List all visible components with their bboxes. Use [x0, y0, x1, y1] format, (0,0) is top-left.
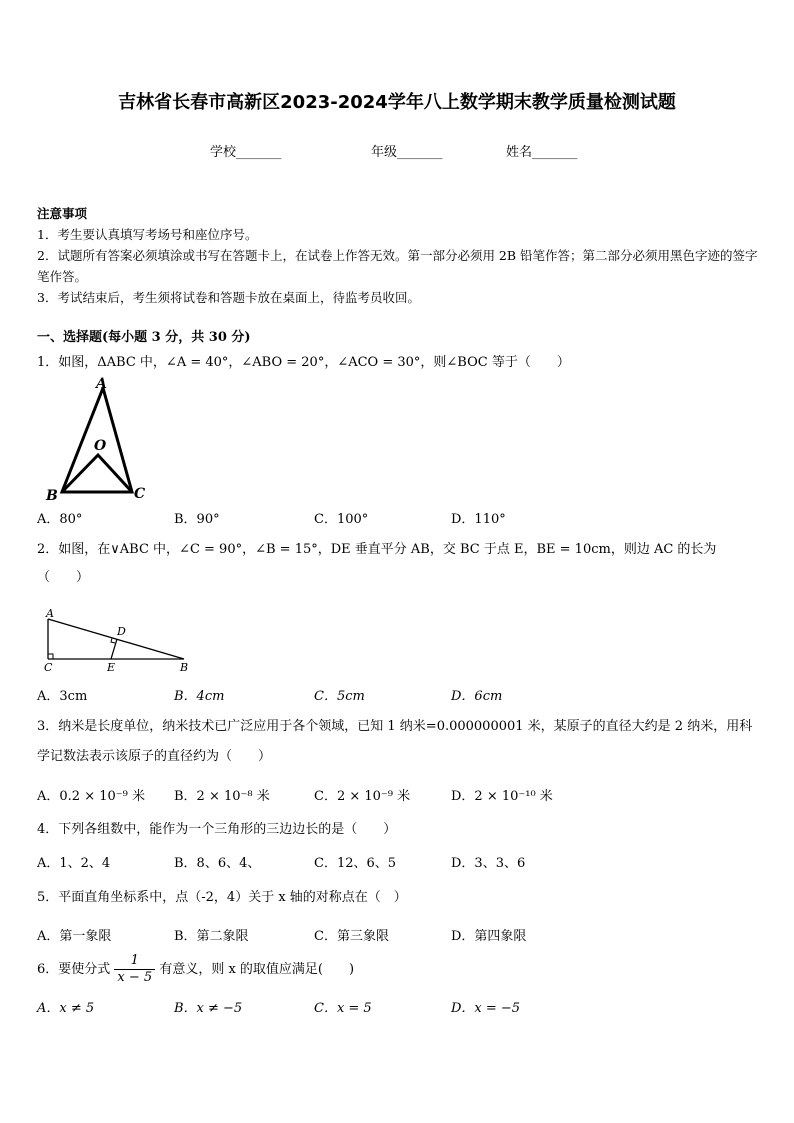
option-b[interactable]: B．90°: [174, 512, 220, 527]
option-c[interactable]: C．x = 5: [314, 1001, 372, 1016]
option-a[interactable]: A．第一象限: [37, 929, 112, 944]
question-6-text-after: 有意义，则 x 的取值应满足( ): [159, 962, 355, 977]
point-label-o: O: [94, 438, 107, 454]
option-c[interactable]: C．第三象限: [314, 929, 389, 944]
option-c[interactable]: C．2 × 10⁻⁹ 米: [314, 789, 411, 804]
fraction-numerator: 1: [114, 953, 155, 970]
question-5: 5．平面直角坐标系中，点（-2，4）关于 x 轴的对称点在（ ）: [37, 890, 407, 905]
section-heading: 一、选择题(每小题 3 分，共 30 分): [37, 330, 251, 345]
exam-title: 吉林省长春市高新区2023-2024学年八上数学期末教学质量检测试题: [118, 92, 676, 113]
question-3: 3．纳米是长度单位，纳米技术已广泛应用于各个领域，已知 1 纳米=0.000000001 米，某原子的直径大约是 2 纳米，用科学记数法表示该原子的直径约为（ ）: [37, 719, 753, 764]
option-a[interactable]: A．1、2、4: [37, 856, 111, 871]
triangle-abc-figure: [40, 376, 160, 506]
question-6-text-before: 6．要使分式: [37, 962, 111, 977]
option-d[interactable]: D．第四象限: [451, 929, 527, 944]
vertex-label-c: C: [44, 661, 53, 674]
vertex-label-b: B: [180, 661, 189, 674]
option-d[interactable]: D．2 × 10⁻¹⁰ 米: [451, 789, 553, 804]
option-b[interactable]: B．第二象限: [174, 929, 249, 944]
option-a[interactable]: A．3cm: [37, 689, 88, 704]
option-c[interactable]: C．5cm: [314, 689, 365, 704]
vertex-label-b: B: [46, 488, 58, 504]
options-q4: [37, 852, 761, 874]
option-a[interactable]: A．0.2 × 10⁻⁹ 米: [37, 789, 145, 804]
option-d[interactable]: D．6cm: [451, 689, 503, 704]
point-label-d: D: [117, 625, 126, 638]
option-d[interactable]: D．110°: [451, 512, 506, 527]
options-q3: [37, 785, 761, 807]
note-item: 3．考试结束后，考生须将试卷和答题卡放在桌面上，待监考员收回。: [37, 290, 420, 305]
options-q2: [37, 685, 761, 707]
option-c[interactable]: C．100°: [314, 512, 369, 527]
option-b[interactable]: B．8、6、4、: [174, 856, 261, 871]
option-b[interactable]: B．4cm: [174, 689, 225, 704]
option-b[interactable]: B．2 × 10⁻⁸ 米: [174, 789, 270, 804]
note-item: 2．试题所有答案必须填涂或书写在答题卡上，在试卷上作答无效。第一部分必须用 2B 铅笔作答；第二部分必须用黑色字迹的签字笔作答。: [37, 248, 758, 284]
student-info-row: [0, 141, 794, 161]
point-label-e: E: [107, 661, 116, 674]
question-4: 4．下列各组数中，能作为一个三角形的三边边长的是（ ）: [37, 822, 397, 837]
options-q6: [37, 997, 761, 1019]
note-item: 1．考生要认真填写考场号和座位序号。: [37, 227, 258, 242]
options-q1: [37, 508, 761, 530]
notes-heading: 注意事项: [37, 206, 88, 221]
grade-field: 年级_______: [371, 145, 443, 160]
vertex-label-a: A: [46, 607, 54, 620]
options-q5: [37, 925, 761, 947]
vertex-label-a: A: [96, 376, 107, 392]
vertex-label-c: C: [134, 486, 146, 502]
school-field: 学校_______: [210, 145, 282, 160]
name-field: 姓名_______: [506, 145, 578, 160]
option-b[interactable]: B．x ≠ −5: [174, 1001, 243, 1016]
question-2: 2．如图，在∨ABC 中，∠C = 90°，∠B = 15°，DE 垂直平分 AB，交 BC 于点 E，BE = 10cm，则边 AC 的长为（ ）: [37, 542, 717, 585]
fraction-denominator: x − 5: [117, 970, 153, 985]
option-a[interactable]: A．x ≠ 5: [37, 1001, 95, 1016]
question-6: [37, 952, 761, 988]
option-a[interactable]: A．80°: [37, 512, 83, 527]
option-d[interactable]: D．3、3、6: [451, 856, 526, 871]
option-d[interactable]: D．x = −5: [451, 1001, 521, 1016]
fraction: [114, 953, 155, 986]
exam-notes: [37, 203, 761, 308]
question-1: 1．如图，ΔABC 中，∠A = 40°，∠ABO = 20°，∠ACO = 30°，则∠BOC 等于（ ）: [37, 355, 570, 370]
option-c[interactable]: C．12、6、5: [314, 856, 397, 871]
right-triangle-figure: [40, 605, 200, 677]
